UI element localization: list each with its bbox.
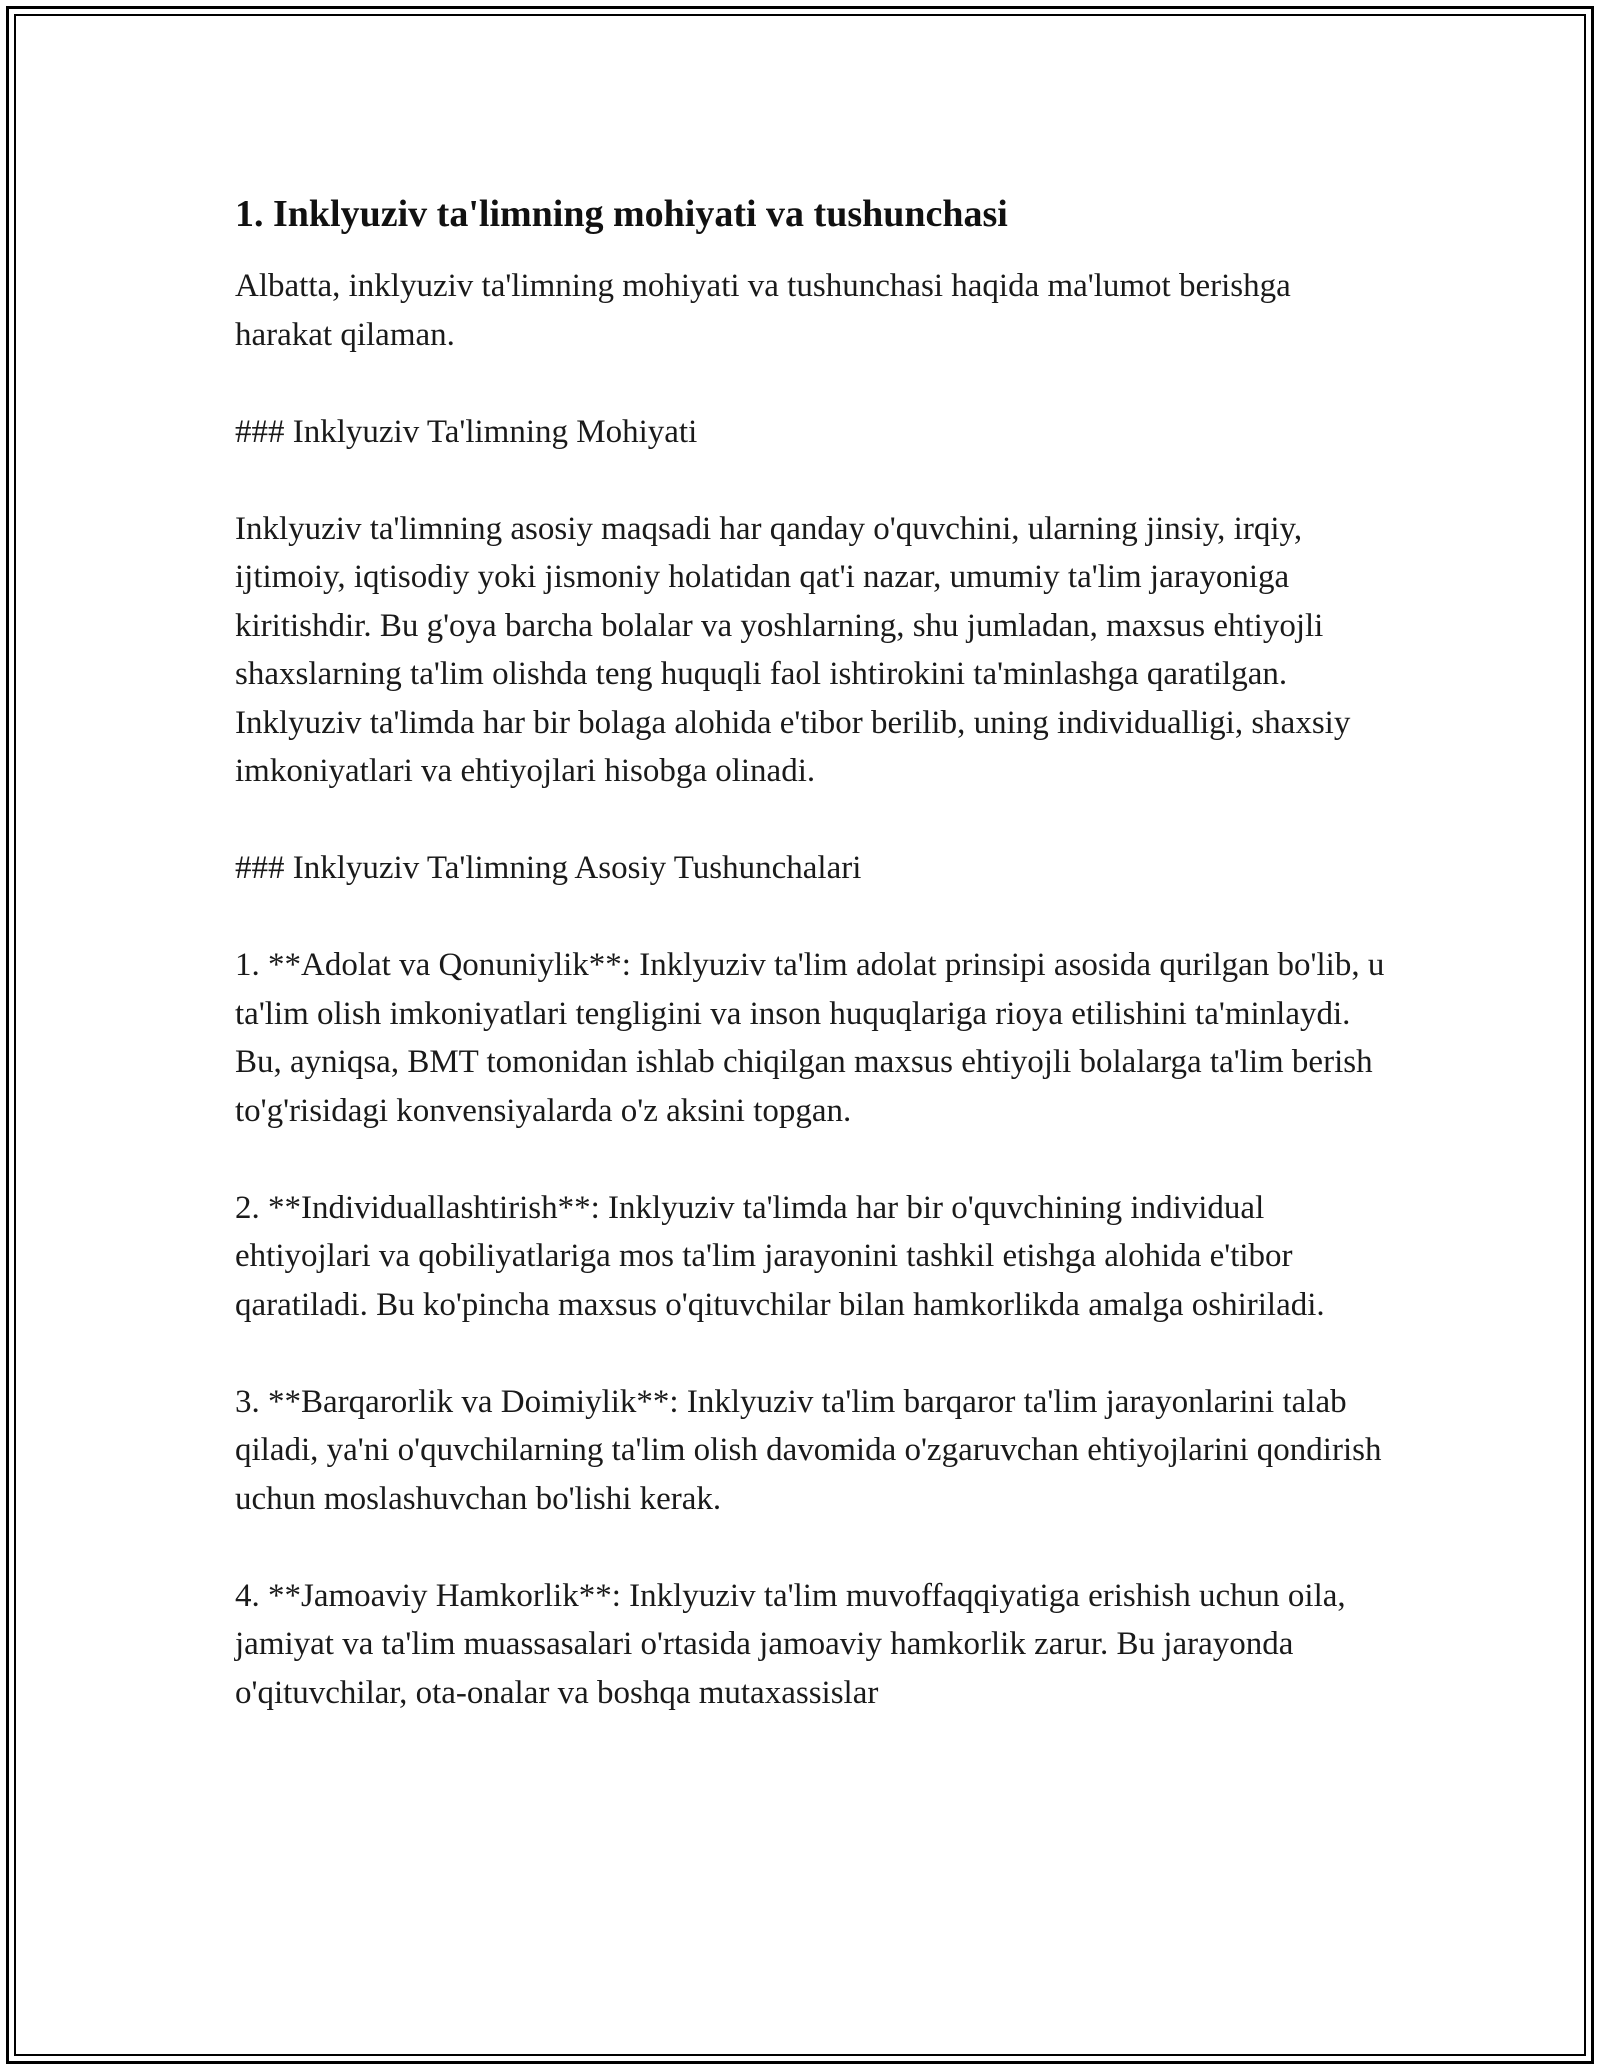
list-item-barqarorlik: 3. **Barqarorlik va Doimiylik**: Inklyuziv ta'lim barqaror ta'lim jarayonlarini talab qiladi, ya'ni o'quvchilarning ta'lim olish davomida o'zgaruvchan ehtiyojlarini qondirish uchun moslashuvchan bo'lishi kerak. [235,1383,1382,1517]
document-title: 1. Inklyuziv ta'limning mohiyati va tushunchasi [235,193,1008,235]
heading-tushunchalari: ### Inklyuziv Ta'limning Asosiy Tushunchalari [235,850,862,886]
intro-paragraph: Albatta, inklyuziv ta'limning mohiyati va tushunchasi haqida ma'lumot berishga harakat qilaman. [235,268,1291,353]
mohiyati-paragraph: Inklyuziv ta'limning asosiy maqsadi har qanday o'quvchini, ularning jinsiy, irqiy, ijtimoiy, iqtisodiy yoki jismoniy holatidan qat'i nazar, umumiy ta'lim jarayoniga kiritishdir. Bu g'oya barcha bolalar va yoshlarning, shu jumladan, maxsus ehtiyojli shaxslarning ta'lim olishda teng huquqli faol ishtirokini ta'minlashga qaratilgan. Inklyuziv ta'limda har bir bolaga alohida e'tibor berilib, uning individualligi, shaxsiy imkoniyatlari va ehtiyojlari hisobga olinadi. [235,510,1351,789]
heading-mohiyati: ### Inklyuziv Ta'limning Mohiyati [235,413,698,450]
list-item-hamkorlik: 4. **Jamoaviy Hamkorlik**: Inklyuziv ta'lim muvoffaqqiyatiga erishish uchun oila, jamiyat va ta'lim muassasalari o'rtasida jamoaviy hamkorlik zarur. Bu jarayonda o'qituvchilar, ota-onalar va boshqa mutaxassislar [235,1577,1346,1711]
document-body [235,188,1385,1766]
list-item-adolat: 1. **Adolat va Qonuniylik**: Inklyuziv ta'lim adolat prinsipi asosida qurilgan bo'lib, u ta'lim olish imkoniyatlari tengligini va inson huquqlariga rioya etilishini ta'minlaydi. Bu, ayniqsa, BMT tomonidan ishlab chiqilgan maxsus ehtiyojli bolalarga ta'lim berish to'g'risidagi konvensiyalarda o'z aksini topgan. [235,947,1385,1129]
list-item-individuallashtirish: 2. **Individuallashtirish**: Inklyuziv ta'limda har bir o'quvchining individual ehtiyojlari va qobiliyatlariga mos ta'lim jarayonini tashkil etishga alohida e'tibor qaratiladi. Bu ko'pincha maxsus o'qituvchilar bilan hamkorlikda amalga oshiriladi. [235,1189,1325,1323]
